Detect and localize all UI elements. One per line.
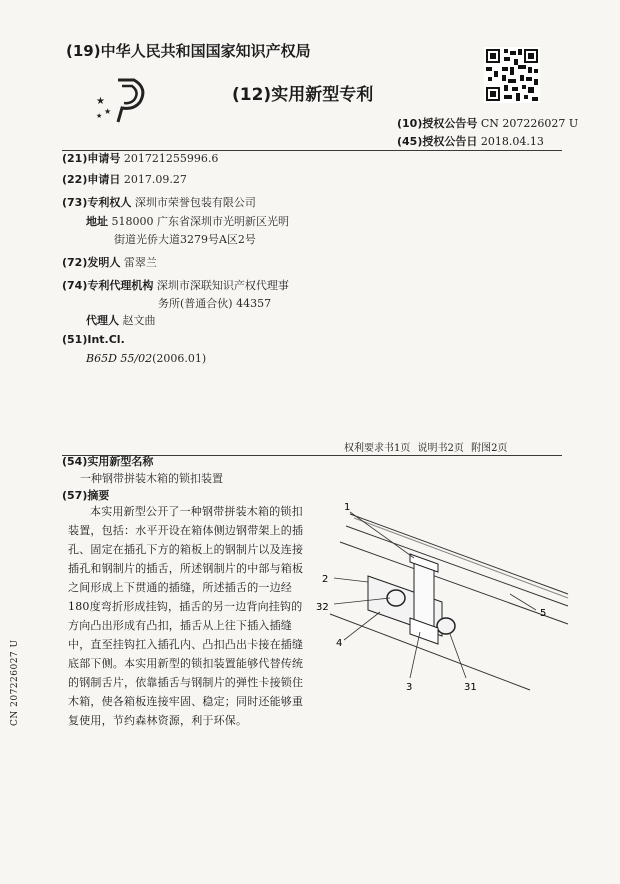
publication-number-value: CN 207226027 U bbox=[480, 117, 579, 130]
abstract-text: 本实用新型公开了一种钢带拼装木箱的锁扣装置，包括：水平开设在箱体侧边钢带架上的插孔、固定在插孔下方的箱板上的钢制片以及连接插孔和钢制片的插舌，所述钢制片的中部与箱板之间形成上下贯通的插缝，所述插舌的一边经180度弯折形成挂钩，插舌的另一边背向挂钩的方向凸出形成有凸扣，插舌从上往下插入插缝中，直至挂钩扛入插孔内、凸扣凸出卡接在插缝底部下侧。本实用新型的锁扣装置能够代替传统的钢制舌片，依靠插舌与钢制片的弹性卡接锁住木箱，使各箱板连接牢固、稳定；同时还能够重复使用，节约森林资源，利于环保。 bbox=[68, 505, 304, 727]
int-cl-label: (51)Int.Cl. bbox=[62, 333, 125, 346]
patentee-label: (73)专利权人 bbox=[62, 196, 132, 209]
int-cl-year: (2006.01) bbox=[152, 352, 207, 365]
application-date bbox=[62, 170, 187, 190]
application-number bbox=[62, 149, 218, 169]
qr-code-icon bbox=[484, 47, 540, 103]
application-date-label: (22)申请日 bbox=[62, 173, 121, 186]
patentee bbox=[62, 193, 256, 213]
inventor-label: (72)发明人 bbox=[62, 256, 121, 269]
address-line1: 518000 广东省深圳市光明新区光明 bbox=[111, 215, 289, 228]
plate-hole-right bbox=[437, 618, 455, 634]
figure-label-32: 32 bbox=[316, 602, 329, 613]
agency-line1: 深圳市深联知识产权代理事 bbox=[156, 279, 289, 292]
abstract-label-text: (57)摘要 bbox=[62, 489, 110, 502]
address-label: 地址 bbox=[86, 215, 108, 228]
agent bbox=[86, 311, 156, 331]
application-number-label: (21)申请号 bbox=[62, 152, 121, 165]
document-type: (12)实用新型专利 bbox=[232, 85, 374, 105]
patentee-value: 深圳市荣誉包装有限公司 bbox=[134, 196, 256, 209]
publication-number bbox=[397, 115, 578, 131]
publication-number-label: (10)授权公告号 bbox=[397, 117, 478, 130]
svg-text:★: ★ bbox=[96, 112, 103, 120]
inventor-value: 雷翠兰 bbox=[123, 256, 157, 269]
int-cl-code: B65D 55/02 bbox=[86, 352, 153, 365]
agent-value: 赵文曲 bbox=[122, 314, 156, 327]
agency bbox=[62, 276, 289, 296]
address-line2: 街道光侨大道3279号A区2号 bbox=[114, 233, 256, 246]
int-cl-classification bbox=[86, 349, 206, 369]
publication-date-value: 2018.04.13 bbox=[480, 135, 544, 148]
figure-label-1: 1 bbox=[344, 502, 351, 513]
agency-label: (74)专利代理机构 bbox=[62, 279, 154, 292]
figure-label-4: 4 bbox=[336, 638, 343, 649]
title-label-text: (54)实用新型名称 bbox=[62, 455, 154, 468]
agency-line2: 务所(普通合伙) 44357 bbox=[158, 297, 272, 310]
utility-title: 一种钢带拼装木箱的锁扣装置 bbox=[80, 472, 223, 485]
steel-band-body bbox=[330, 514, 568, 690]
figure-label-2: 2 bbox=[322, 574, 329, 585]
figure-label-31: 31 bbox=[464, 682, 477, 693]
side-publication-number: CN 207226027 U bbox=[10, 639, 20, 726]
svg-text:★: ★ bbox=[104, 107, 112, 116]
office-name: (19)中华人民共和国国家知识产权局 bbox=[66, 42, 311, 60]
address bbox=[86, 212, 289, 232]
agent-label: 代理人 bbox=[86, 314, 119, 327]
page-counts: 权利要求书1页 说明书2页 附图2页 bbox=[344, 443, 508, 454]
application-number-value: 201721255996.6 bbox=[123, 152, 219, 165]
svg-text:★: ★ bbox=[96, 96, 105, 107]
publication-date-label: (45)授权公告日 bbox=[397, 135, 478, 148]
patent-figure bbox=[310, 494, 570, 694]
figure-label-5: 5 bbox=[540, 608, 547, 619]
inventor bbox=[62, 253, 157, 273]
publication-date bbox=[397, 133, 544, 149]
int-cl bbox=[62, 330, 125, 350]
cnipa-logo-icon bbox=[94, 74, 150, 124]
figure-label-3: 3 bbox=[406, 682, 413, 693]
application-date-value: 2017.09.27 bbox=[123, 173, 187, 186]
